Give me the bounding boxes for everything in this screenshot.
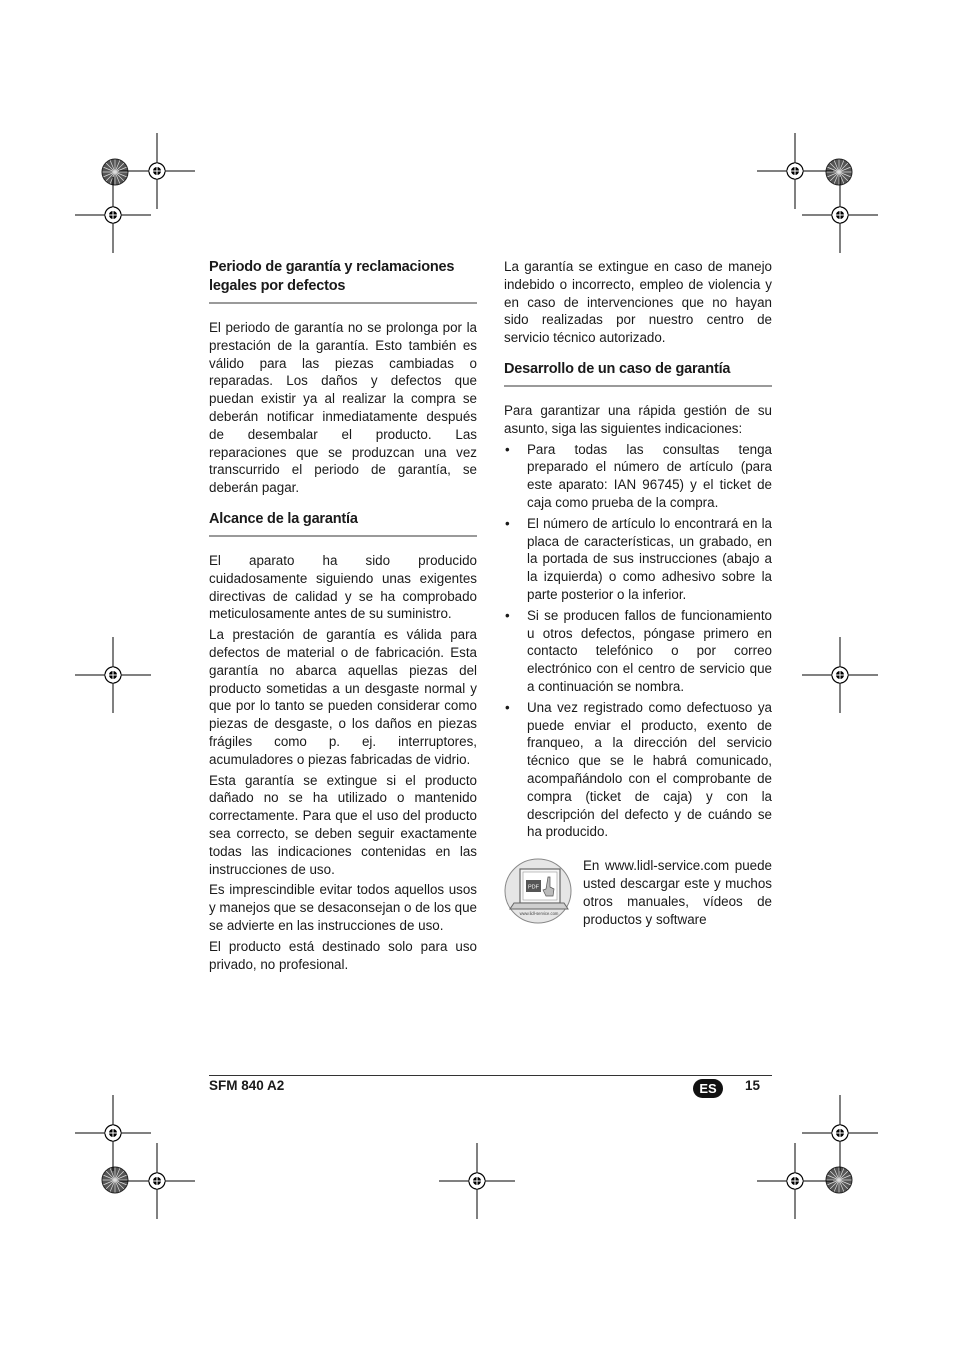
paragraph: Esta garantía se extingue si el producto dañado no se ha utilizado o mantenido correctamente. Para que el uso del producto sea correcto, se deben seguir exactamente todas las indicaciones contenidas en las instrucciones de uso. — [209, 772, 477, 877]
bullet-icon: • — [505, 699, 510, 715]
paragraph: La garantía se extingue en caso de manejo indebido o incorrecto, empleo de violencia y en caso de intervenciones que no hayan sido realizadas por nuestro centro de servicio técnico autorizado. — [504, 259, 772, 346]
section-title-warranty-process: Desarrollo de un caso de garantía — [504, 360, 772, 387]
crosshair-icon — [802, 637, 878, 713]
service-download-text: En www.lidl-service.com puede usted descargar este y muchos otros manuales, vídeos de productos y software — [583, 858, 772, 927]
crosshair-icon — [439, 1143, 515, 1219]
crosshair-icon — [757, 1143, 833, 1219]
color-wheel-icon — [826, 1167, 852, 1193]
crosshair-icon — [119, 1143, 195, 1219]
color-wheel-icon — [826, 159, 852, 185]
paragraph: El periodo de garantía no se prolonga por la prestación de la garantía. Esto también es válido para las piezas cambiadas o reparadas. Los daños y defectos que puedan existir ya al realizar la compra se deberán notificar inmediatamente después de desembalar el producto. Las reparaciones que se produzcan una vez transcurrido el periodo de garantía, se deberán pagar. — [209, 320, 477, 496]
bullet-icon: • — [505, 441, 510, 457]
color-wheel-icon — [102, 1167, 128, 1193]
left-column — [209, 258, 477, 976]
model-number: SFM 840 A2 — [209, 1078, 285, 1093]
page-number: 15 — [745, 1078, 761, 1093]
svg-text:PDF: PDF — [528, 884, 539, 891]
paragraph: El aparato ha sido producido cuidadosamente siguiendo unas exigentes directivas de calidad y se ha comprobado meticulosamente antes de su suministro. — [209, 552, 477, 622]
crosshair-icon — [75, 637, 151, 713]
paragraph: El producto está destinado solo para uso privado, no profesional. — [209, 938, 477, 972]
bullet-icon: • — [505, 515, 510, 531]
right-column — [504, 258, 772, 937]
svg-text:www.lidl-service.com: www.lidl-service.com — [519, 911, 559, 917]
service-info-box — [504, 857, 772, 937]
crosshair-icon — [757, 133, 833, 209]
crosshair-icon — [75, 1095, 151, 1171]
color-wheel-icon — [102, 159, 128, 185]
section-title-warranty-period: Periodo de garantía y reclamaciones legales por defectos — [209, 258, 477, 304]
crosshair-icon — [119, 133, 195, 209]
instruction-list — [504, 441, 772, 842]
crosshair-icon — [802, 1095, 878, 1171]
language-badge: ES — [693, 1079, 723, 1098]
paragraph: Para garantizar una rápida gestión de su asunto, siga las siguientes indicaciones: — [504, 402, 772, 436]
list-item: • El número de artículo lo encontrará en la placa de características, un grabado, en la portada de sus instrucciones (abajo a la izquierda) o como adhesivo sobre la parte posterior o la inferior. — [505, 515, 772, 602]
footer-divider — [209, 1075, 772, 1076]
list-item: • Si se producen fallos de funcionamiento u otros defectos, póngase primero en contacto telefónico o por correo electrónico con el centro de servicio que a continuación se nombra. — [505, 607, 772, 694]
paragraph: La prestación de garantía es válida para defectos de material o de fabricación. Esta garantía no abarca aquellas piezas del producto sometidas a un desgaste normal y que por lo tanto se pueden considerar como piezas de desgaste, o los daños en piezas frágiles como p. ej. interruptores, acumuladores o piezas fabricadas de vidrio. — [209, 627, 477, 767]
list-item: • Una vez registrado como defectuoso ya puede enviar el producto, exento de franqueo, a la dirección del servicio técnico que se le habrá comunicado, acompañándolo con el comprobante de compra (ticket de caja) y con la descripción del defecto y de cuándo se ha producido. — [505, 699, 772, 840]
bullet-icon: • — [505, 607, 510, 623]
list-item: • Para todas las consultas tenga preparado el número de artículo (para este aparato: IAN 96745) y el ticket de caja como prueba de la compra. — [505, 441, 772, 510]
section-title-warranty-scope: Alcance de la garantía — [209, 510, 477, 537]
crosshair-icon — [75, 177, 151, 253]
lidl-service-laptop-icon — [504, 857, 574, 925]
crosshair-icon — [802, 177, 878, 253]
paragraph: Es imprescindible evitar todos aquellos usos y manejos que se desaconsejan o de los que se advierte en las instrucciones de uso. — [209, 882, 477, 933]
